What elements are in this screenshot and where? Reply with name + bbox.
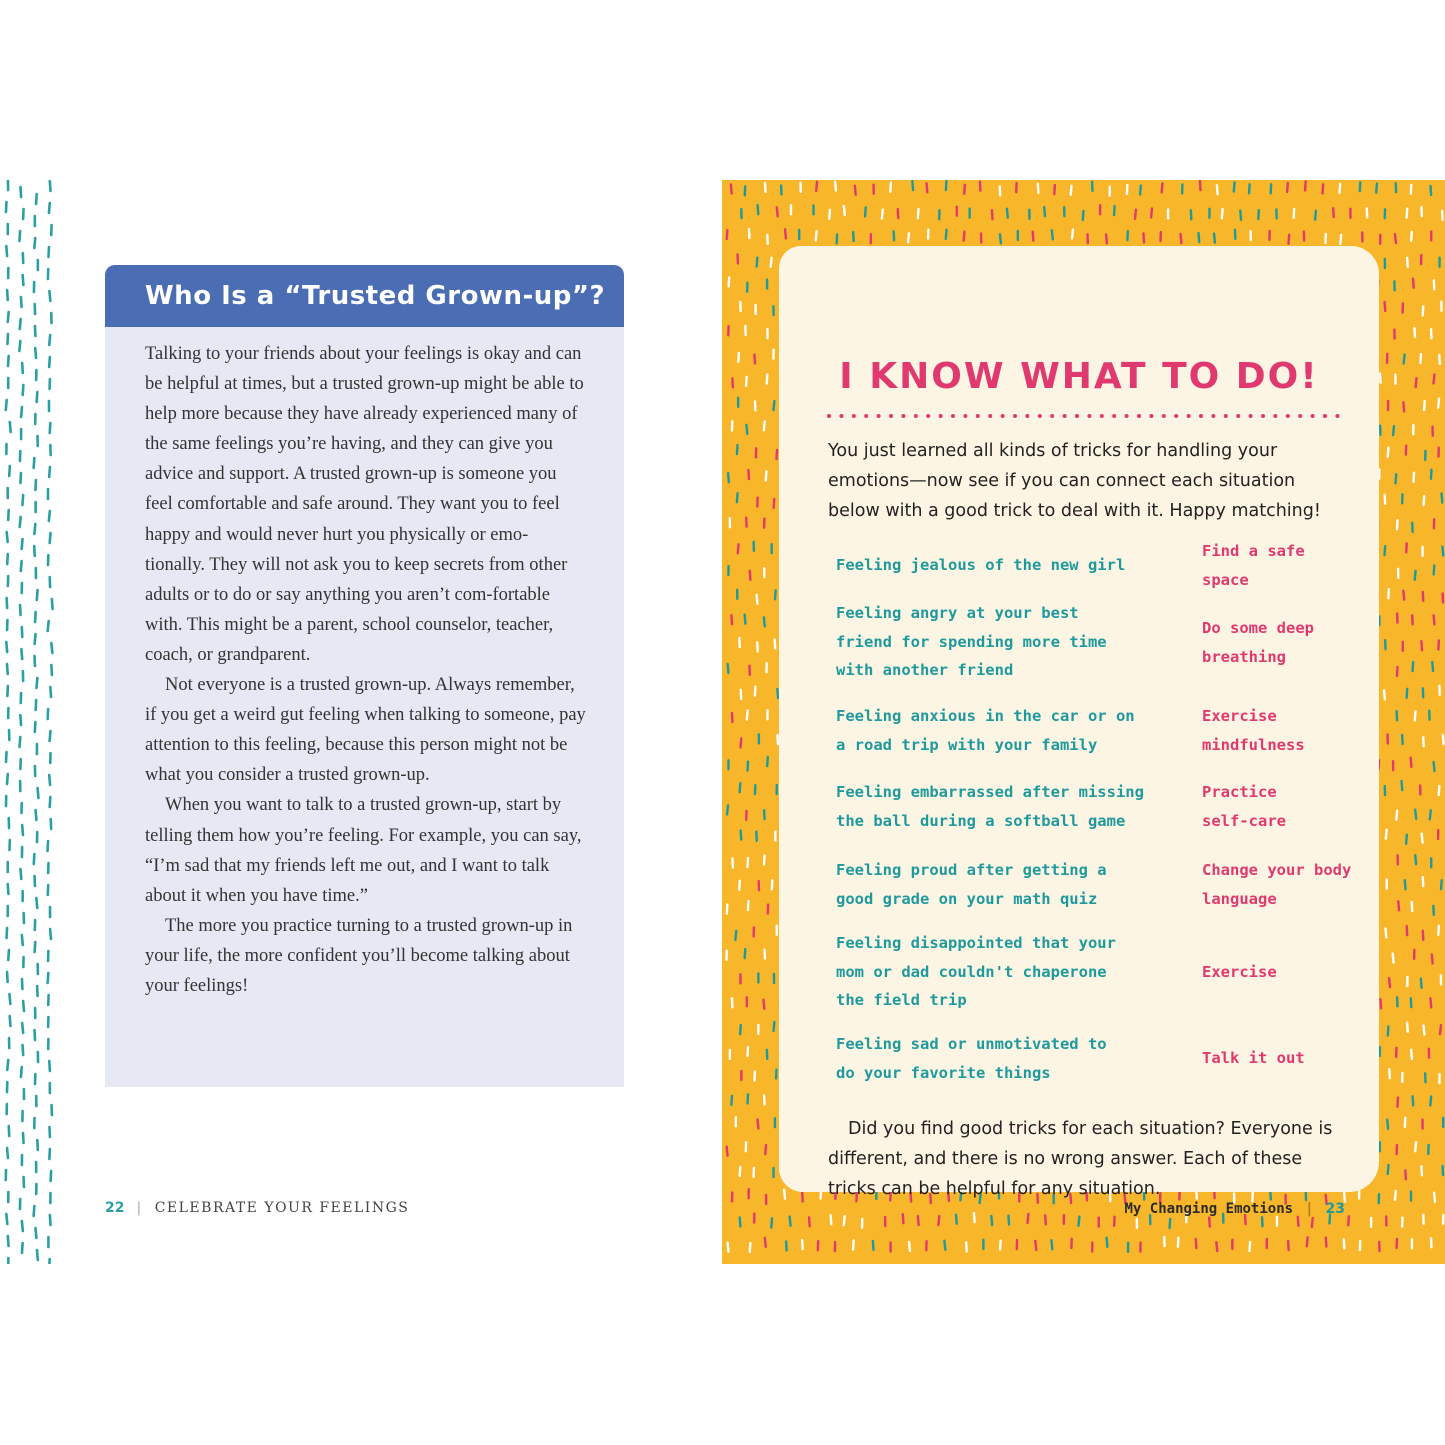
sidebar-paragraph: When you want to talk to a trusted grown-up, start by telling them how you’re feeling. For example, you can say, “I’m sad that my friends left me out, and I want to talk about it when you have time.”	[145, 795, 582, 906]
activity-outro	[828, 1114, 1348, 1204]
activity-intro: You just learned all kinds of tricks for handling your emotions—now see if you can connect each situation below with a good trick to deal with it. Happy matching!	[828, 441, 1321, 521]
outro-text: Did you find good tricks for each situation? Everyone is different, and there is no wrong answer. Each of these tricks can be helpful for any situation.	[828, 1119, 1333, 1199]
dotted-divider	[826, 411, 1341, 421]
trick-item: Exercise mindfulness	[1202, 707, 1305, 754]
trick-item: Talk it out	[1202, 1049, 1305, 1067]
trick-item: Practice self-care	[1202, 783, 1286, 830]
trick-item: Find a safe space	[1202, 542, 1305, 589]
page-number: 23	[1325, 1201, 1345, 1217]
left-page	[0, 180, 722, 1264]
running-head: CELEBRATE YOUR FEELINGS	[154, 1200, 410, 1216]
right-page-footer	[1125, 1201, 1346, 1217]
situation-item: Feeling angry at your best friend for spending more time with another friend	[836, 604, 1107, 679]
sidebar-title: Who Is a “Trusted Grown-up”?	[105, 265, 624, 327]
activity-title: I KNOW WHAT TO DO!	[839, 356, 1319, 397]
trick-item: Change your body language	[1202, 861, 1352, 908]
running-head: My Changing Emotions	[1124, 1201, 1294, 1217]
situation-item: Feeling jealous of the new girl	[836, 556, 1126, 574]
trick-item: Exercise	[1202, 963, 1277, 981]
left-page-footer	[105, 1200, 409, 1216]
activity-card	[779, 246, 1379, 1199]
footer-separator: |	[1305, 1201, 1314, 1217]
sidebar-paragraph: Not everyone is a trusted grown-up. Always remember, if you get a weird gut feeling when talking to someone, pay attention to this feeling, because this person might not be what you consider a trusted grown-up.	[145, 675, 586, 786]
situation-item: Feeling disappointed that your mom or dad couldn't chaperone the field trip	[836, 934, 1116, 1009]
sidebar-body	[105, 327, 624, 1001]
situation-item: Feeling proud after getting a good grade on your math quiz	[836, 861, 1107, 908]
book-spread	[0, 180, 1445, 1264]
situation-item: Feeling sad or unmotivated to do your favorite things	[836, 1035, 1107, 1082]
footer-separator: |	[136, 1200, 143, 1216]
trusted-grownup-sidebar	[105, 265, 624, 1087]
situation-item: Feeling anxious in the car or on a road trip with your family	[836, 707, 1135, 754]
dash-pattern-left	[0, 180, 64, 1264]
sidebar-paragraph: The more you practice turning to a trusted grown-up in your life, the more confident you’ll become talking about your feelings!	[145, 915, 573, 996]
page-number: 22	[105, 1200, 125, 1216]
trick-item: Do some deep breathing	[1202, 619, 1314, 666]
situation-item: Feeling embarrassed after missing the ball during a softball game	[836, 783, 1144, 830]
sidebar-paragraph: Talking to your friends about your feelings is okay and can be helpful at times, but a trusted grown-up might be able to help more because they have already experienced many of the same feelings you’re having, and they can give you advice and support. A trusted grown-up is someone you feel comfortable and safe around. They want you to feel happy and would never hurt you physically or emo-tionally. They will not ask you to keep secrets from other adults or to do or say anything you aren’t com-fortable with. This might be a parent, school counselor, teacher, coach, or grandparent.	[145, 344, 584, 665]
right-page	[722, 180, 1445, 1264]
